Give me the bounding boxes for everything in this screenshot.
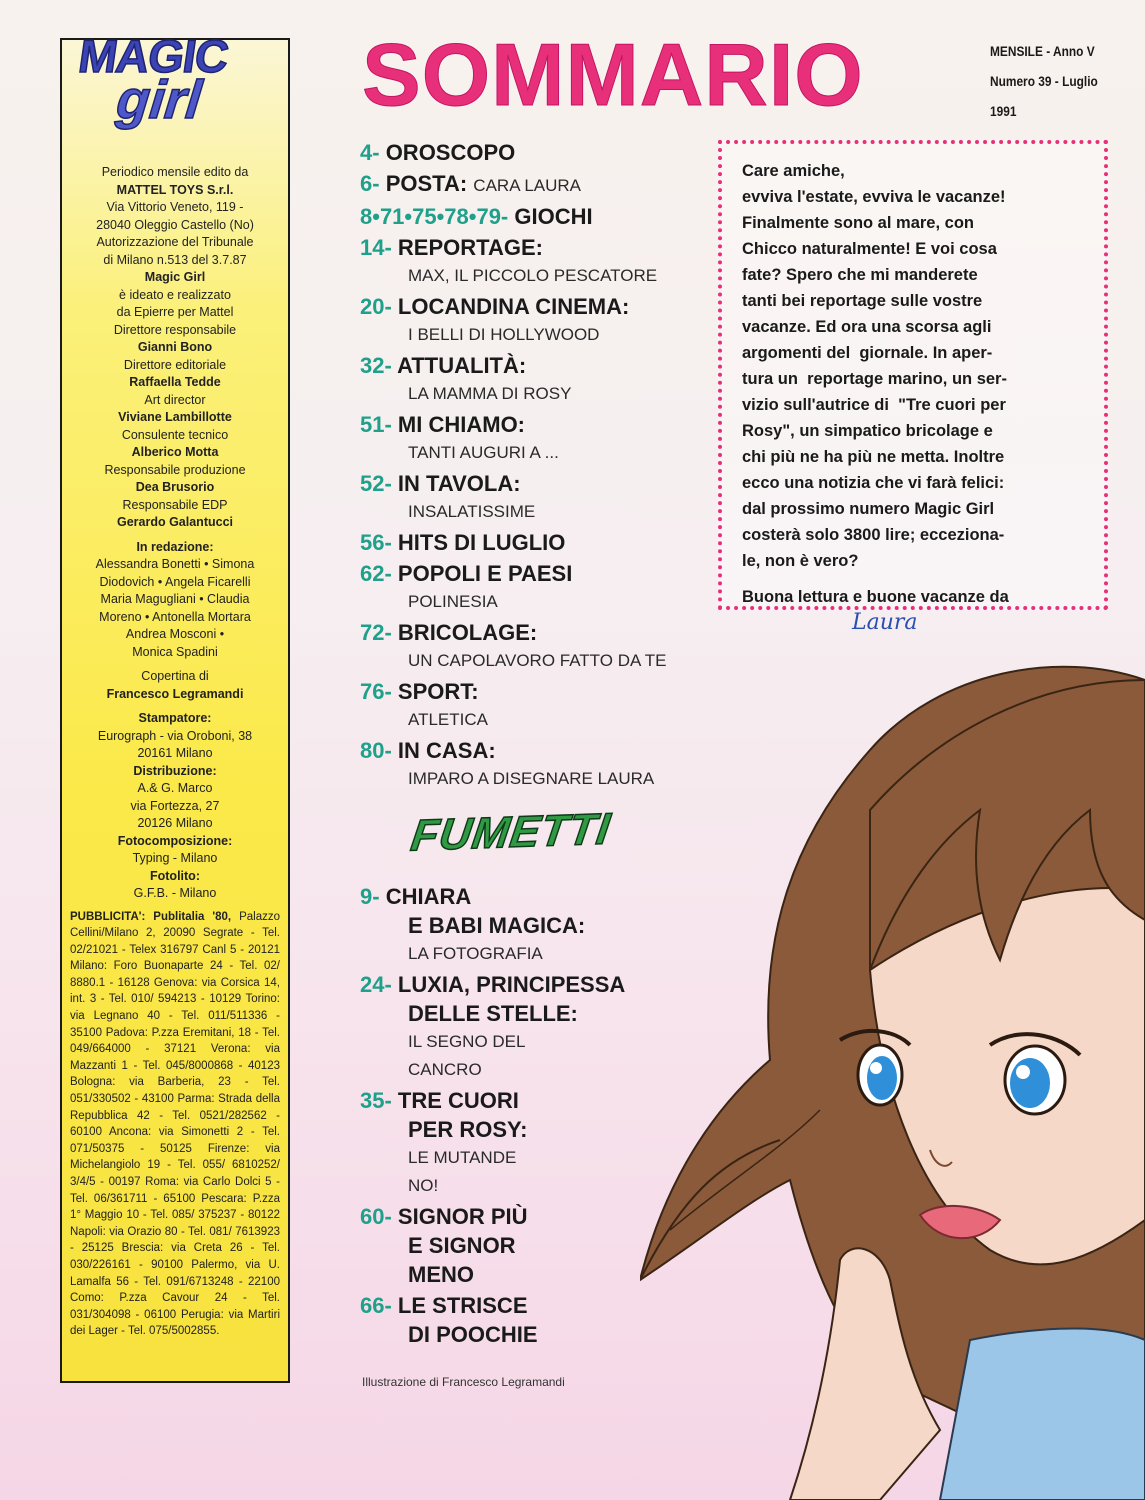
comic-title: LE STRISCE: [397, 1293, 528, 1318]
comic-subtitle: LE MUTANDE: [408, 1148, 517, 1167]
letter-line: Finalmente sono al mare, con: [742, 214, 974, 232]
colophon-line: A.& G. Marco: [137, 781, 213, 795]
toc-subtitle: MAX, IL PICCOLO PESCATORE: [408, 266, 658, 285]
letter-line: tanti bei reportage sulle vostre: [742, 292, 983, 310]
letter-line: chi più ne ha più ne metta. Inoltre: [742, 448, 1005, 466]
toc-page-number: 6-: [360, 171, 380, 196]
toc-entry: [360, 138, 740, 167]
colophon-line: MATTEL TOYS S.r.l.: [116, 182, 234, 197]
toc-entry: [360, 292, 740, 349]
toc-entry: [360, 410, 740, 467]
toc-entry: [360, 469, 740, 526]
comic-title: PER ROSY:: [408, 1117, 528, 1142]
colophon-line: Magic Girl: [144, 270, 206, 284]
colophon-line: Autorizzazione del Tribunale: [96, 235, 254, 249]
colophon-line: 20126 Milano: [137, 816, 213, 830]
colophon-line: Stampatore:: [138, 711, 212, 725]
toc-title: POPOLI E PAESI: [397, 561, 573, 586]
comic-title: DELLE STELLE:: [408, 1001, 578, 1026]
colophon-line: G.F.B. - Milano: [133, 886, 217, 900]
colophon-line: Alessandra Bonetti • Simona: [95, 557, 255, 571]
colophon-line: Gerardo Galantucci: [116, 515, 233, 529]
toc-entry: [360, 528, 740, 557]
colophon-line: Direttore editoriale: [123, 357, 227, 372]
toc-page-number: 14-: [360, 235, 392, 260]
illustration-credit: Illustrazione di Francesco Legramandi: [362, 1375, 565, 1389]
comic-page-number: 9-: [360, 884, 380, 909]
toc-page-number: 72-: [360, 620, 392, 645]
comic-subtitle: LA FOTOGRAFIA: [408, 944, 543, 963]
comic-title: DI POOCHIE: [408, 1322, 538, 1347]
colophon-line: Andrea Mosconi •: [125, 627, 225, 641]
toc-subtitle: TANTI AUGURI A ...: [408, 443, 559, 462]
letter-line: evviva l'estate, evviva le vacanze!: [742, 188, 1006, 206]
colophon-line: 20161 Milano: [137, 746, 213, 760]
toc-title: REPORTAGE:: [397, 235, 543, 260]
colophon-line: Viviane Lambillotte: [118, 410, 232, 424]
toc-title: HITS DI LUGLIO: [397, 530, 566, 555]
letter-line: Rosy", un simpatico bricolage e: [742, 422, 993, 440]
colophon-credits: [68, 164, 282, 903]
comic-title: LUXIA, PRINCIPESSA: [397, 972, 626, 997]
toc-entry: [360, 233, 740, 290]
comic-subtitle: NO!: [408, 1176, 439, 1195]
comic-title: MENO: [408, 1262, 474, 1287]
letter-line: ecco una notizia che vi farà felici:: [742, 474, 1005, 492]
toc-subtitle: I BELLI DI HOLLYWOOD: [408, 325, 600, 344]
colophon-line: [68, 703, 282, 710]
comic-subtitle: IL SEGNO DEL: [408, 1032, 526, 1051]
editorial-letter: [718, 140, 1108, 635]
toc-page-number: 62-: [360, 561, 392, 586]
toc-entry: [360, 559, 740, 616]
letter-line: Chicco naturalmente! E voi cosa: [742, 240, 997, 258]
colophon-line: Via Vittorio Veneto, 119 -: [106, 200, 244, 214]
letter-line: tura un reportage marino, un ser-: [742, 370, 1007, 388]
toc-page-number: 80-: [360, 738, 392, 763]
toc-subtitle: ATLETICA: [408, 710, 488, 729]
toc-entry: [360, 202, 740, 231]
toc-title: BRICOLAGE:: [397, 620, 538, 645]
letter-line: Care amiche,: [742, 162, 845, 180]
issue-number: Numero 39 - Luglio 1991: [990, 73, 1098, 119]
letter-signature: Laura: [852, 610, 918, 635]
toc-page-number: 32-: [360, 353, 392, 378]
colophon-line: Raffaella Tedde: [129, 375, 221, 389]
toc-title: SPORT:: [397, 679, 479, 704]
letter-line: fate? Spero che mi manderete: [742, 266, 978, 284]
letter-line: costerà solo 3800 lire; eccezionа-: [742, 526, 1005, 544]
toc-title: ATTUALITÀ:: [397, 353, 527, 378]
colophon-line: 28040 Oleggio Castello (No): [96, 217, 254, 232]
comic-page-number: 24-: [360, 972, 392, 997]
toc-subtitle: UN CAPOLAVORO FATTO DA TE: [408, 651, 667, 670]
letter-line: vizio sull'autrice di "Tre cuori per: [742, 396, 1006, 414]
colophon-line: da Epierre per Mattel: [116, 305, 234, 319]
toc-page-number: 56-: [360, 530, 392, 555]
toc-subtitle: POLINESIA: [408, 592, 498, 611]
letter-line: le, non è vero?: [742, 552, 859, 570]
colophon-line: Eurograph - via Oroboni, 38: [97, 728, 253, 743]
colophon-line: Alberico Motta: [131, 445, 219, 459]
colophon-line: Fotolito:: [150, 868, 200, 883]
toc-page-number: 51-: [360, 412, 392, 437]
comic-title: E BABI MAGICA:: [408, 913, 586, 938]
toc-title: MI CHIAMO:: [397, 412, 526, 437]
colophon-line: Responsabile EDP: [122, 497, 228, 512]
toc-subtitle: LA MAMMA DI ROSY: [408, 384, 572, 403]
colophon-line: Distribuzione:: [133, 763, 217, 778]
colophon-line: Moreno • Antonella Mortara: [99, 609, 251, 624]
colophon-line: di Milano n.513 del 3.7.87: [103, 252, 247, 267]
toc-entry: [360, 351, 740, 408]
colophon-line: Fotocomposizione:: [117, 833, 233, 848]
fumetti-heading: FUMETTI: [408, 804, 614, 861]
colophon-line: Direttore responsabile: [113, 322, 237, 337]
toc-title: LOCANDINA CINEMA:: [397, 294, 630, 319]
toc-subtitle: CARA LAURA: [473, 176, 581, 195]
toc-page-number: 8•71•75•78•79-: [360, 204, 509, 229]
colophon-line: Francesco Legramandi: [106, 686, 244, 701]
colophon-line: via Fortezza, 27: [130, 798, 220, 813]
comic-subtitle: CANCRO: [408, 1060, 482, 1079]
letter-closing: Buona lettura e buone vacanze da: [742, 588, 1009, 606]
girl-illustration: [640, 640, 1145, 1500]
toc-page-number: 20-: [360, 294, 392, 319]
comic-title: TRE CUORI: [397, 1088, 519, 1113]
comic-page-number: 66-: [360, 1293, 392, 1318]
colophon-line: Diodovich • Angela Ficarelli: [99, 574, 251, 589]
colophon-line: Responsabile produzione: [104, 462, 246, 477]
comic-title: E SIGNOR: [408, 1233, 516, 1258]
colophon-panel: [60, 30, 290, 1383]
toc-title: POSTA:: [385, 171, 468, 196]
logo-magic: MAGIC: [74, 30, 231, 82]
magic-girl-logo: [73, 30, 278, 160]
toc-subtitle: IMPARO A DISEGNARE LAURA: [408, 769, 655, 788]
comic-title: SIGNOR PIÙ: [397, 1204, 528, 1229]
colophon-line: Dea Brusorio: [135, 480, 215, 494]
toc-page-number: 76-: [360, 679, 392, 704]
colophon-line: Maria Magugliani • Claudia: [100, 592, 250, 606]
toc-subtitle: INSALATISSIME: [408, 502, 536, 521]
page-title: SOMMARIO: [362, 25, 864, 124]
comic-page-number: 35-: [360, 1088, 392, 1113]
colophon-line: Typing - Milano: [132, 851, 218, 865]
advertising-text: Palazzo Cellini/Milano 2, 20090 Segrate - Tel. 02/21021 - Telex 316797 Canl 5 - 20121 Milano: Foro Buonaparte 24 - Tel. 02/ 8880.1 - 16128 Genova: via Corsica 14, int. 3 - Tel. 010/ 594213 - 10129 Torino: via Legnano 40 - Tel. 011/511336 - 35100 Padova: P.zza Eremitani, 18 - Tel. 049/664000 - 37121 Verona: via Mazzanti 1 - Tel. 045/8000868 - 40123 Bologna: via Barberia, 23 - Tel. 051/330502 - 43100 Parma: Strada della Repubblica 42 - Tel. 0521/282562 - 60100 Ancona: via Simonetti 2 - Tel. 071/50375 - 50125 Firenze: via Michelangiolo 19 - Tel. 055/ 6810252/ 3/4/5 - 00197 Roma: via Carlo Dolci 5 - Tel. 06/361711 - 65100 Pescara: P.zza 1° Maggio 10 - Tel. 085/ 375237 - 80122 Napoli: via Orazio 80 - Tel. 081/ 7613923 - 25125 Brescia: via Creta 26 - Tel. 030/226161 - 90100 Palermo, via U. Lamalfa 56 - Tel. 091/6713248 - 22100 Como: P.zza Cavour 24 - Tel. 031/304098 - 06100 Perugia: via Martiri dei Lager - Tel. 075/5002855.: [70, 910, 280, 1338]
colophon-line: è ideato e realizzato: [119, 287, 231, 302]
toc-title: OROSCOPO: [385, 140, 516, 165]
toc-page-number: 4-: [360, 140, 380, 165]
letter-line: dal prossimo numero Magic Girl: [742, 500, 995, 518]
toc-title: IN CASA:: [397, 738, 496, 763]
issue-info: [990, 36, 1118, 126]
colophon-line: Monica Spadini: [132, 644, 218, 659]
letter-line: argomenti del giornale. In aper-: [742, 344, 993, 362]
toc-entry: [360, 169, 740, 200]
letter-body: [742, 158, 1090, 574]
toc-title: GIOCHI: [514, 204, 593, 229]
advertising-label: PUBBLICITA': Publitalia '80,: [70, 910, 232, 923]
issue-frequency: MENSILE - Anno V: [990, 43, 1095, 59]
comic-title: CHIARA: [385, 884, 472, 909]
colophon-line: Consulente tecnico: [121, 427, 229, 442]
toc-title: IN TAVOLA:: [397, 471, 521, 496]
toc-page-number: 52-: [360, 471, 392, 496]
colophon-line: [68, 661, 282, 668]
logo-girl: girl: [113, 70, 204, 130]
colophon-line: [68, 532, 282, 539]
comic-page-number: 60-: [360, 1204, 392, 1229]
advertising-info: [68, 909, 282, 1340]
colophon-line: Periodico mensile edito da: [101, 165, 249, 179]
letter-line: vacanze. Ed ora una scorsa agli: [742, 318, 992, 336]
colophon-line: Gianni Bono: [137, 340, 213, 354]
colophon-line: In redazione:: [136, 539, 214, 554]
colophon-line: Copertina di: [141, 669, 209, 683]
colophon-line: Art director: [144, 392, 206, 407]
